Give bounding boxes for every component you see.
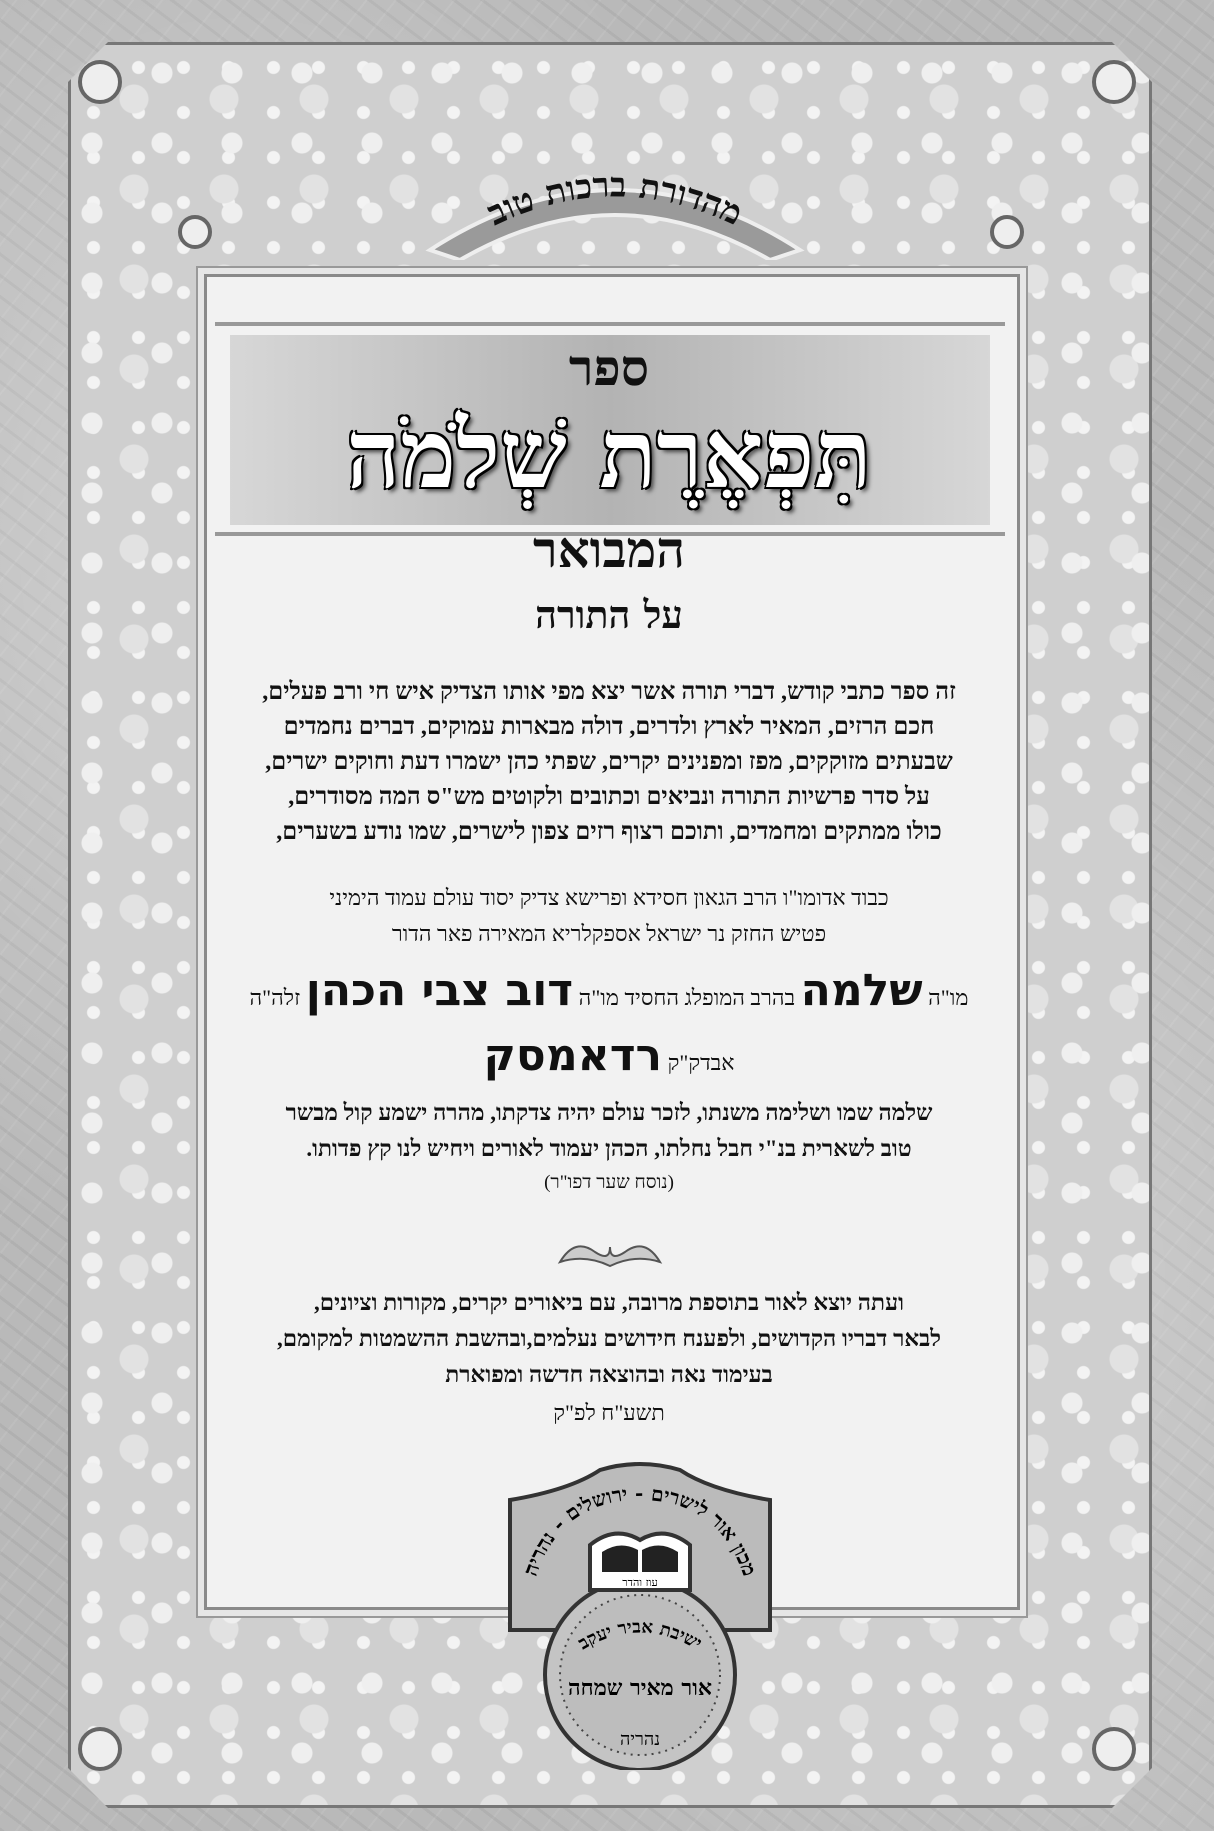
corner-ornament [78,1727,122,1771]
author-name: שלמה [800,965,923,1016]
author-father: דוב צבי הכהן [305,965,574,1016]
new-edition-block [204,1285,1014,1393]
edition-banner-text: מהדורת ברכות טוב [481,165,749,234]
flourish-ornament [555,1232,665,1272]
praise-block [204,1095,1014,1167]
author-city: רדאמסק [483,1030,663,1081]
author-middle: בהרב המופלג החסיד מו"ה [578,985,796,1010]
corner-ornament [78,60,122,104]
seal-circle-text: ישיבת אביר יעקב [574,1616,706,1655]
honor-line: פטיש החזק נר ישראל אספקלריא המאירה פאר הדור [391,921,827,946]
publisher-seal [490,1460,790,1770]
corner-ornament [990,215,1024,249]
corner-ornament [1092,1727,1136,1771]
new-edition-line: ועתה יוצא לאור בתוספת מרובה, עם ביאורים יקרים, מקורות וציונים, [314,1290,904,1315]
seal-top-text: מכון אור לישרים - ירושלים - נהריה [517,1480,763,1579]
description-line: זה ספר כתבי קודש, דברי תורה אשר יצא מפי אותו הצדיק איש חי ורב פעלים, [262,679,956,705]
author-city-line [204,1030,1014,1081]
praise-source: (נוסח שער דפו"ר) [544,1172,674,1193]
seal-center-text: אור מאיר שמחה [568,1675,712,1701]
author-suffix: זלה"ה [249,985,301,1010]
description-line: כולו ממתקים ומחמדים, ותוכם רצוף רזים צפון לישרים, שמו נודע בשערים, [276,819,942,845]
description-line: על סדר פרשיות התורה ונביאים וכתובים ולקוטים מש"ס המה מסודרים, [288,784,930,810]
sefer-label: ספר [568,338,650,397]
book-subtitle: המבואר [533,520,685,579]
seal-book-caption: עוז והדר [622,1576,658,1589]
book-subject: על התורה [535,592,683,637]
author-title-prefix: אבדק"ק [667,1050,735,1075]
book-title: תִּפְאֶרֶת שְׁלֹמֹה [346,400,872,510]
praise-line: שלמה שמו ושלימה משנתו, לזכר עולם יהיה צדקתו, מהרה ישמע קול מבשר [285,1100,933,1125]
divider [215,322,1005,326]
description-line: שבעתים מזוקקים, מפז ומפנינים יקרים, שפתי כהן ישמרו דעת וחוקים ישרים, [265,749,953,775]
corner-ornament [178,215,212,249]
description-line: חכם הרזים, המאיר לארץ ולדרים, דולה מבארות עמוקים, דברים נחמדים [283,714,935,740]
edition-banner [420,150,810,260]
honor-block [204,880,1014,952]
corner-ornament [1092,60,1136,104]
author-prefix: מו"ה [928,985,969,1010]
description-block [204,675,1014,850]
author-line [204,965,1014,1016]
praise-line: טוב לשארית בנ"י חבל נחלתו, הכהן יעמוד לאורים ויחיש לנו קץ פדותו. [306,1136,912,1161]
publication-year: תשע"ח לפ"ק [553,1400,665,1425]
new-edition-line: בעימוד נאה ובהוצאה חדשה ומפוארת [445,1362,773,1387]
honor-line: כבוד אדומו"ו הרב הגאון חסידא ופרישא צדיק יסוד עולם עמוד הימיני [329,885,889,910]
seal-bottom-text: נהריה [619,1729,661,1750]
new-edition-line: לבאר דבריו הקדושים, ולפענח חידושים נעלמים,ובהשבת ההשמטות למקומם, [276,1326,942,1351]
